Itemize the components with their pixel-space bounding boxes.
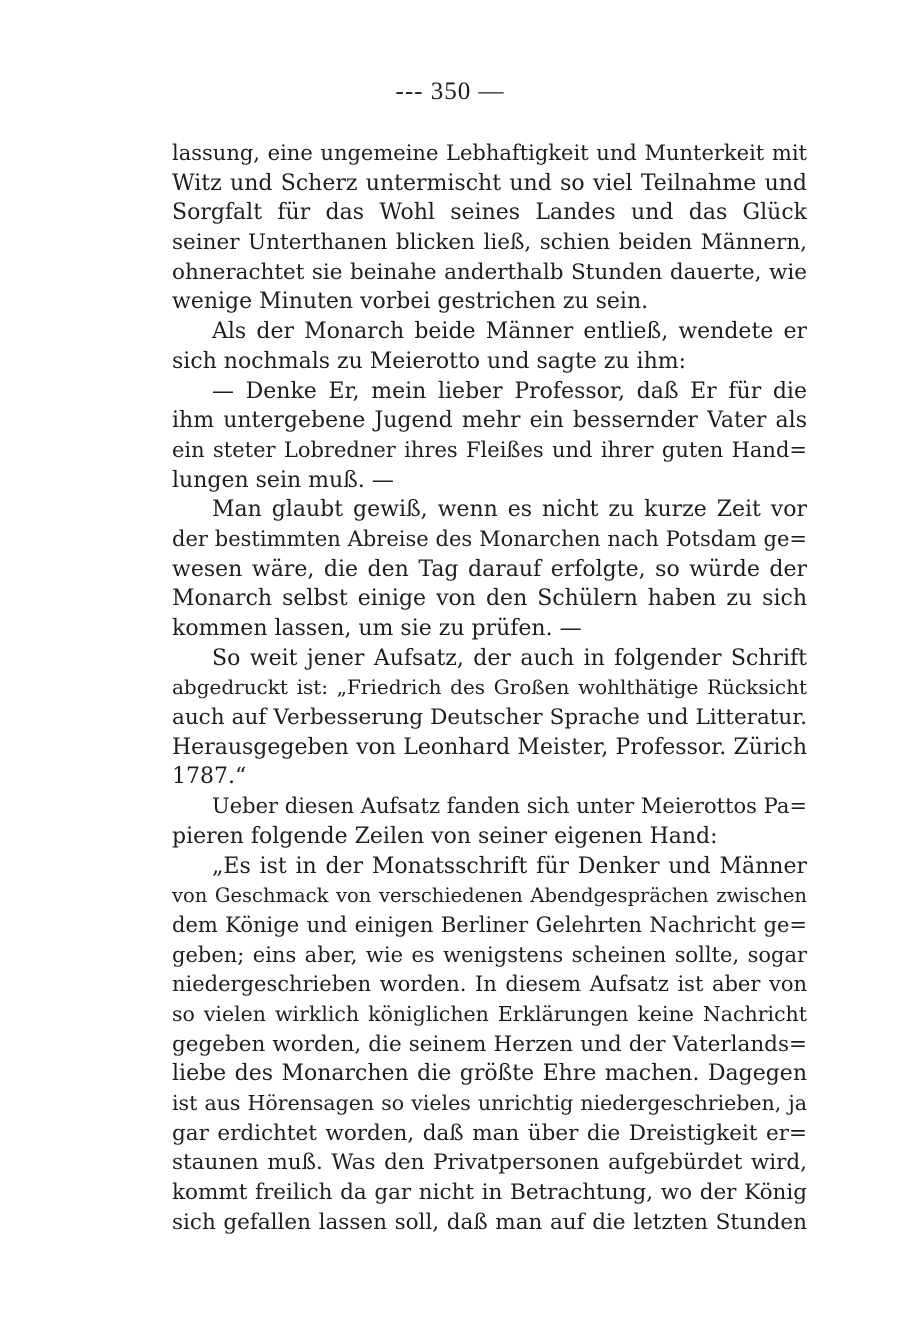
text-line: wenige Minuten vorbei gestrichen zu sein.	[172, 289, 649, 315]
text-line: gegeben worden, die seinem Herzen und der Vaterlands=	[172, 1031, 807, 1057]
text-line: Monarch selbst einige von den Schülern haben zu sich	[172, 586, 807, 612]
text-line: lassung, eine ungemeine Lebhaftigkeit und Munterkeit mit	[172, 141, 807, 165]
text-line: kommt freilich da gar nicht in Betrachtung, wo der König	[172, 1180, 807, 1206]
text-line: Witz und Scherz untermischt und so viel Teilnahme und	[172, 170, 807, 196]
text-line: Als der Monarch beide Männer entließ, wendete er	[212, 319, 807, 345]
page-number: --- 350 —	[395, 78, 505, 105]
text-line: abgedruckt ist: „Friedrich des Großen wohlthätige Rücksicht	[172, 675, 807, 700]
text-line: ihm untergebene Jugend mehr ein bessernder Vater als	[172, 408, 807, 434]
text-line: seiner Unterthanen blicken ließ, schien beiden Männern,	[172, 230, 807, 256]
body-text	[172, 139, 807, 1237]
text-line: ist aus Hörensagen so vieles unrichtig niedergeschrieben, ja	[172, 1091, 807, 1115]
text-line: 1787.“	[172, 764, 247, 790]
text-line: kommen lassen, um sie zu prüfen. —	[172, 616, 582, 641]
text-line: auch auf Verbesserung Deutscher Sprache und Litteratur.	[172, 705, 807, 731]
text-line: Ueber diesen Aufsatz fanden sich unter Meierottos Pa=	[212, 794, 807, 819]
text-line: von Geschmack von verschiedenen Abendgesprächen zwischen	[172, 884, 807, 908]
text-line: — Denke Er, mein lieber Professor, daß Er für die	[212, 378, 807, 404]
text-line: sich gefallen lassen soll, daß man auf die letzten Stunden	[172, 1209, 807, 1235]
text-line: so vielen wirklich königlichen Erklärungen keine Nachricht	[172, 1001, 807, 1026]
text-line: sich nochmals zu Meierotto und sagte zu ihm:	[172, 348, 687, 374]
text-line: lungen sein muß. —	[172, 467, 394, 493]
text-line: „Es ist in der Monatsschrift für Denker und Männer	[212, 853, 807, 879]
text-line: wesen wäre, die den Tag darauf erfolgte, so würde der	[172, 556, 807, 582]
text-line: Man glaubt gewiß, wenn es nicht zu kurze Zeit vor	[212, 497, 807, 523]
text-line: ohnerachtet sie beinahe anderthalb Stunden dauerte, wie	[172, 259, 807, 285]
text-line: staunen muß. Was den Privatpersonen aufgebürdet wird,	[172, 1150, 807, 1176]
text-line: Sorgfalt für das Wohl seines Landes und das Glück	[172, 200, 807, 226]
text-line: geben; eins aber, wie es wenigstens scheinen sollte, sogar	[172, 942, 807, 967]
text-line: liebe des Monarchen die größte Ehre machen. Dagegen	[172, 1061, 807, 1087]
text-line: gar erdichtet worden, daß man über die Dreistigkeit er=	[172, 1120, 807, 1146]
text-line: Herausgegeben von Leonhard Meister, Professor. Zürich	[172, 734, 807, 760]
text-line: der bestimmten Abreise des Monarchen nach Potsdam ge=	[172, 526, 807, 551]
text-line: ein steter Lobredner ihres Fleißes und ihrer guten Hand=	[172, 437, 807, 462]
text-line: dem Könige und einigen Berliner Gelehrten Nachricht ge=	[172, 912, 807, 937]
text-line: pieren folgende Zeilen von seiner eigenen Hand:	[172, 823, 718, 849]
text-line: niedergeschrieben worden. In diesem Aufsatz ist aber von	[172, 972, 807, 997]
text-line: So weit jener Aufsatz, der auch in folgender Schrift	[212, 645, 807, 671]
